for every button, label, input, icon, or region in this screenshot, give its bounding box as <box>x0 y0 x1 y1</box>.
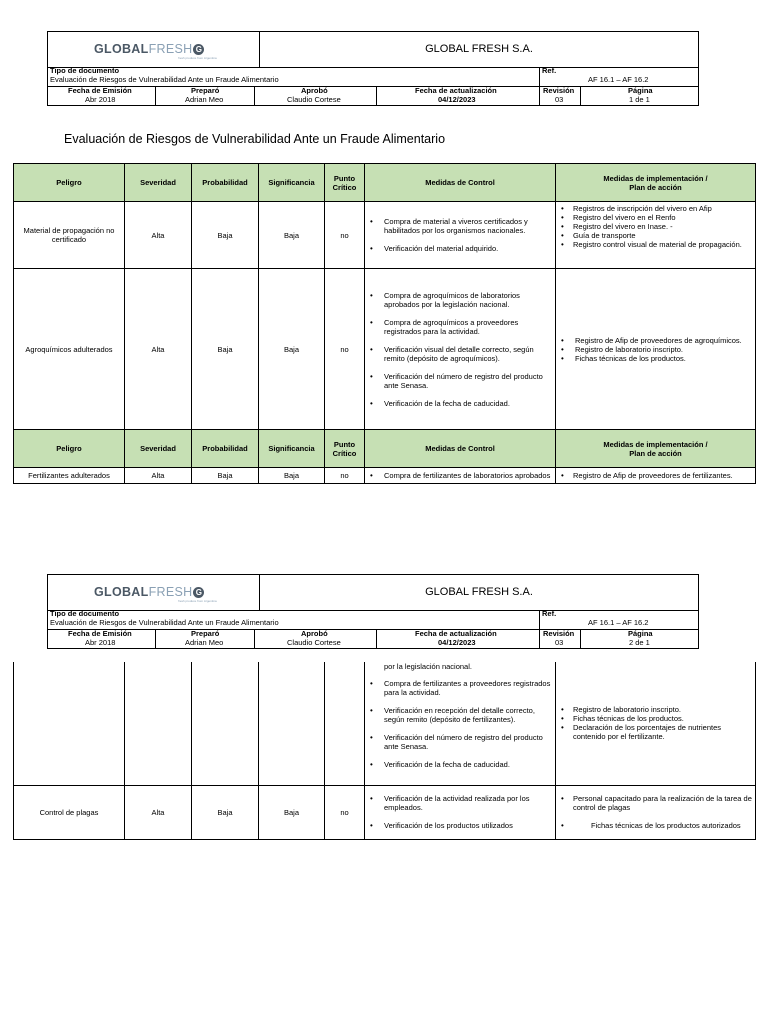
table-row <box>14 468 756 484</box>
col-medidas: Medidas de Control <box>365 164 556 202</box>
company-name: GLOBAL FRESH S.A. <box>425 43 533 55</box>
probabilidad-cell: Baja <box>192 269 259 430</box>
table-row-continuation <box>14 662 756 785</box>
punto-critico-cell: no <box>325 269 365 430</box>
list-item: • Fichas técnicas de los productos. <box>575 354 752 363</box>
plan-cell <box>556 785 756 839</box>
list-item: • Compra de agroquímicos a proveedores registrados para la actividad. <box>384 318 552 336</box>
list-item: • Registro control visual de material de propagación. <box>573 240 752 249</box>
list-item: • Verificación de la actividad realizada por los empleados. <box>384 794 552 812</box>
list-item: • Guía de transporte <box>573 231 752 240</box>
significancia-cell: Baja <box>259 269 325 430</box>
list-item: • Compra de fertilizantes de laboratorios aprobados <box>384 471 552 480</box>
plan-cell <box>556 269 756 430</box>
col-significancia: Significancia <box>259 164 325 202</box>
table-row <box>14 202 756 269</box>
list-item: • Declaración de los porcentajes de nutrientes contenido por el fertilizante. <box>573 723 752 741</box>
aprobo-value: Claudio Cortese <box>287 95 341 104</box>
list-item: • Verificación de la fecha de caducidad. <box>384 760 552 769</box>
list-item: • Compra de fertilizantes a proveedores registrados para la actividad. <box>384 679 552 697</box>
col-punto-critico: Punto Crítico <box>325 164 365 202</box>
list-item: • Registro del vivero en Inase. - <box>573 222 752 231</box>
preparo-value: Adrian Meo <box>185 638 224 647</box>
medidas-cell <box>365 468 556 484</box>
probabilidad-cell: Baja <box>192 468 259 484</box>
aprobo-label: Aprobó <box>301 86 328 95</box>
emision-label: Fecha de Emisión <box>68 629 132 638</box>
global-fresh-logo: GLOBALFRESH G <box>94 42 204 56</box>
list-item: • Verificación del material adquirido. <box>384 244 552 253</box>
punto-critico-cell: no <box>325 468 365 484</box>
severidad-cell: Alta <box>125 468 192 484</box>
list-item: • Verificación de la fecha de caducidad. <box>384 399 552 408</box>
list-item: • Personal capacitado para la realización de la tarea de control de plagas <box>573 794 752 812</box>
revision-value: 03 <box>555 95 564 104</box>
severidad-cell: Alta <box>125 202 192 269</box>
actualizacion-value: 04/12/2023 <box>438 95 476 104</box>
col-plan: Medidas de implementación / Plan de acción <box>556 430 756 468</box>
ref-label: Ref. <box>542 609 557 618</box>
page-number: 2 de 1 <box>629 638 650 647</box>
table-header-row <box>14 164 756 202</box>
revision-label: Revisión <box>543 629 575 638</box>
document-header-page-2 <box>47 574 699 649</box>
company-name: GLOBAL FRESH S.A. <box>425 586 533 598</box>
peligro-cell: Control de plagas <box>14 785 125 839</box>
medidas-cell <box>365 785 556 839</box>
preparo-value: Adrian Meo <box>185 95 224 104</box>
list-item: • Verificación del número de registro del producto ante Senasa. <box>384 733 552 751</box>
aprobo-value: Claudio Cortese <box>287 638 341 647</box>
significancia-cell: Baja <box>259 785 325 839</box>
doc-type-value: Evaluación de Riesgos de Vulnerabilidad Ante un Fraude Alimentario <box>50 75 279 84</box>
table-row <box>14 785 756 839</box>
col-severidad: Severidad <box>125 164 192 202</box>
preparo-label: Preparó <box>191 629 220 638</box>
emision-value: Abr 2018 <box>85 638 116 647</box>
plan-cell <box>556 662 756 785</box>
plan-cell <box>556 202 756 269</box>
continuation-text: por la legislación nacional. <box>384 662 472 671</box>
list-item: • Registro de Afip de proveedores de fertilizantes. <box>573 471 752 480</box>
col-plan: Medidas de implementación / Plan de acción <box>556 164 756 202</box>
plan-cell <box>556 468 756 484</box>
logo-tagline: fresh produce from Argentina <box>178 599 217 603</box>
table-row <box>14 269 756 430</box>
severidad-cell: Alta <box>125 785 192 839</box>
list-item: • Compra de material a viveros certificados y habilitados por los organismos nacionales. <box>384 217 552 235</box>
list-item: • Fichas técnicas de los productos autorizados <box>573 821 752 830</box>
document-title: Evaluación de Riesgos de Vulnerabilidad Ante un Fraude Alimentario <box>64 132 446 146</box>
revision-value: 03 <box>555 638 564 647</box>
list-item: • Registro de laboratorio inscripto. <box>575 345 752 354</box>
list-item: • Verificación de los productos utilizados <box>384 821 552 830</box>
table-header-row-repeat <box>14 430 756 468</box>
peligro-cell: Agroquímicos adulterados <box>14 269 125 430</box>
probabilidad-cell: Baja <box>192 785 259 839</box>
col-peligro: Peligro <box>14 430 125 468</box>
col-probabilidad: Probabilidad <box>192 164 259 202</box>
pagina-label: Página <box>628 629 653 638</box>
risk-table-page-2 <box>13 662 756 840</box>
actualizacion-label: Fecha de actualización <box>415 86 497 95</box>
list-item: • Verificación visual del detalle correcto, según remito (depósito de agroquímicos). <box>384 345 552 363</box>
doc-type-value: Evaluación de Riesgos de Vulnerabilidad Ante un Fraude Alimentario <box>50 618 279 627</box>
emision-label: Fecha de Emisión <box>68 86 132 95</box>
list-item: • Fichas técnicas de los productos. <box>573 714 752 723</box>
ref-value: AF 16.1 – AF 16.2 <box>588 618 649 627</box>
severidad-cell: Alta <box>125 269 192 430</box>
list-item: • Registro de laboratorio inscripto. <box>573 705 752 714</box>
punto-critico-cell: no <box>325 785 365 839</box>
page-number: 1 de 1 <box>629 95 650 104</box>
col-peligro: Peligro <box>14 164 125 202</box>
document-header-page-1 <box>47 31 699 106</box>
peligro-cell: Material de propagación no certificado <box>14 202 125 269</box>
col-probabilidad: Probabilidad <box>192 430 259 468</box>
emision-value: Abr 2018 <box>85 95 116 104</box>
col-punto-critico: Punto Crítico <box>325 430 365 468</box>
list-item: • Registro de Afip de proveedores de agroquímicos. <box>575 336 752 345</box>
medidas-cell <box>365 269 556 430</box>
list-item: • Registro del vivero en el Renfo <box>573 213 752 222</box>
medidas-cell <box>365 662 556 785</box>
list-item: • Registros de inscripción del vivero en Afip <box>573 204 752 213</box>
ref-label: Ref. <box>542 66 557 75</box>
revision-label: Revisión <box>543 86 575 95</box>
aprobo-label: Aprobó <box>301 629 328 638</box>
col-medidas: Medidas de Control <box>365 430 556 468</box>
list-item: • Verificación del número de registro del producto ante Senasa. <box>384 372 552 390</box>
col-significancia: Significancia <box>259 430 325 468</box>
preparo-label: Preparó <box>191 86 220 95</box>
actualizacion-label: Fecha de actualización <box>415 629 497 638</box>
logo-cell <box>48 575 260 610</box>
medidas-cell <box>365 202 556 269</box>
peligro-cell: Fertilizantes adulterados <box>14 468 125 484</box>
probabilidad-cell: Baja <box>192 202 259 269</box>
pagina-label: Página <box>628 86 653 95</box>
col-severidad: Severidad <box>125 430 192 468</box>
ref-value: AF 16.1 – AF 16.2 <box>588 75 649 84</box>
logo-tagline: fresh produce from Argentina <box>178 56 217 60</box>
logo-cell <box>48 32 260 67</box>
doc-type-label: Tipo de documento <box>50 609 120 618</box>
risk-table-page-1 <box>13 163 756 484</box>
list-item: • Verificación en recepción del detalle correcto, según remito (depósito de fertilizantes). <box>384 706 552 724</box>
global-fresh-logo: GLOBALFRESH G <box>94 585 204 599</box>
actualizacion-value: 04/12/2023 <box>438 638 476 647</box>
significancia-cell: Baja <box>259 468 325 484</box>
significancia-cell: Baja <box>259 202 325 269</box>
punto-critico-cell: no <box>325 202 365 269</box>
list-item: • Compra de agroquímicos de laboratorios aprobados por la legislación nacional. <box>384 291 552 309</box>
doc-type-label: Tipo de documento <box>50 66 120 75</box>
